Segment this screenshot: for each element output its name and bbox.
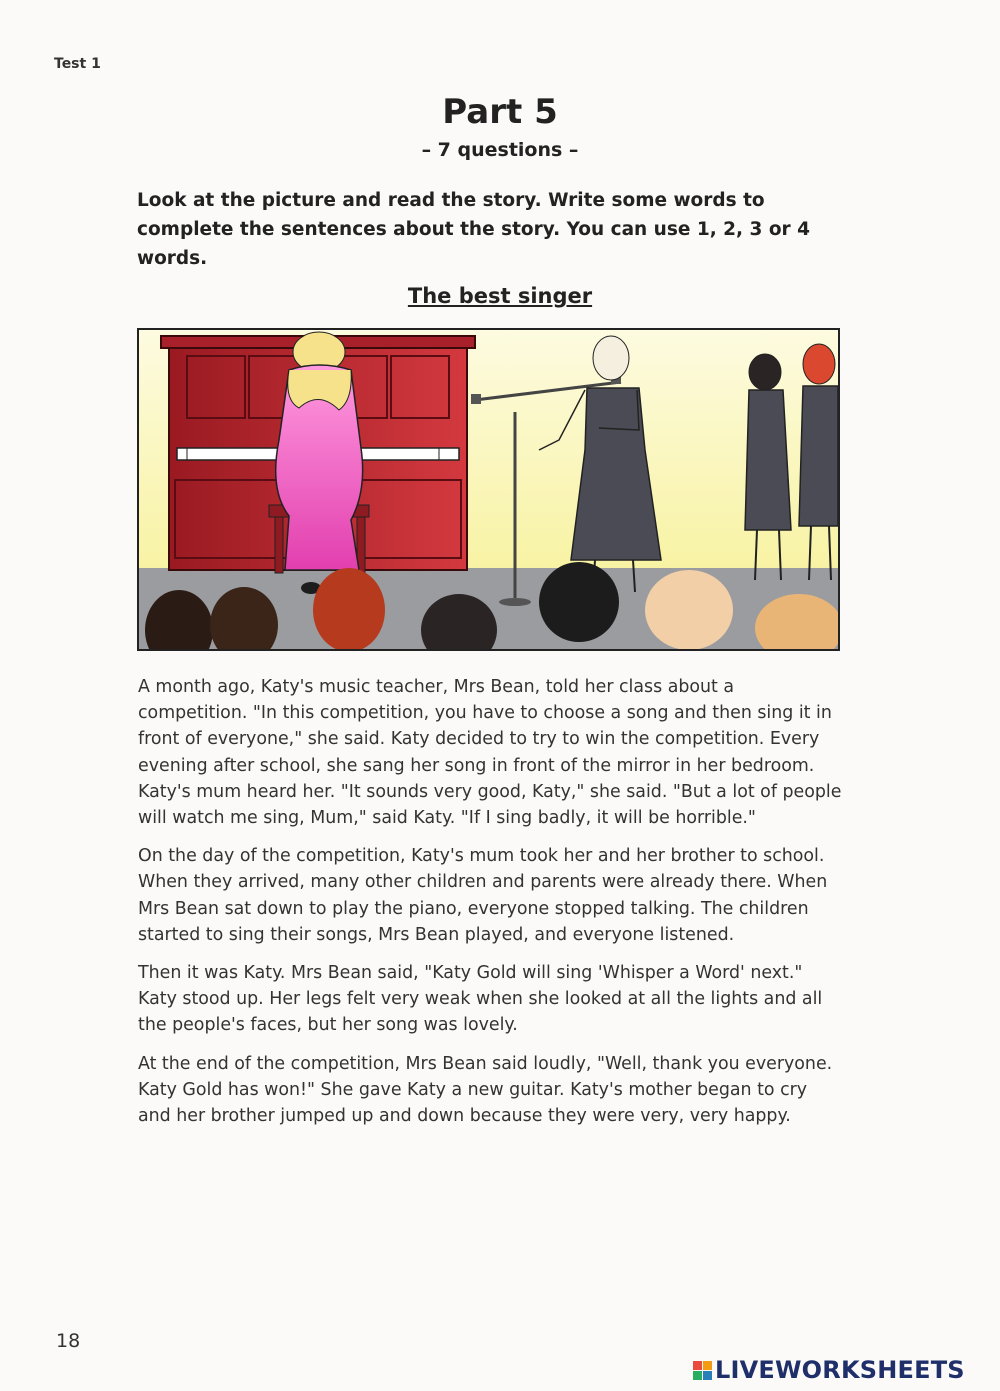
story-text — [138, 674, 843, 1141]
part-title: Part 5 — [442, 92, 558, 132]
story-title: The best singer — [407, 284, 593, 308]
story-paragraph: Then it was Katy. Mrs Bean said, "Katy Gold will sing 'Whisper a Word' next." Katy stood up. Her legs felt very weak when she looked at all the lights and all the people's faces, but her song was lovely. — [138, 963, 823, 1036]
instructions: Look at the picture and read the story. Write some words to complete the sentences about the story. You can use 1, 2, 3 or 4 words. — [137, 190, 810, 269]
test-label: Test 1 — [54, 56, 101, 72]
story-paragraph: A month ago, Katy's music teacher, Mrs Bean, told her class about a competition. "In this competition, you have to choose a song and then sing it in front of everyone," she said. Katy decided to try to win the competition. Every evening after school, she sang her song in front of the mirror in her bedroom. Katy's mum heard her. "It sounds very good, Katy," she said. "But a lot of people will watch me sing, Mum," said Katy. "If I sing badly, it will be horrible." — [138, 677, 842, 829]
story-illustration — [137, 328, 840, 651]
page-number: 18 — [56, 1330, 81, 1352]
story-paragraph: On the day of the competition, Katy's mum took her and her brother to school. When they arrived, many other children and parents were already there. When Mrs Bean sat down to play the piano, everyone stopped talking. The children started to sing their songs, Mrs Bean played, and everyone listened. — [138, 846, 828, 945]
liveworksheets-logo-icon — [693, 1361, 712, 1380]
story-paragraph: At the end of the competition, Mrs Bean said loudly, "Well, thank you everyone. Katy Gold has won!" She gave Katy a new guitar. Katy's mother began to cry and her brother jumped up and down because they were very, very happy. — [138, 1053, 833, 1127]
liveworksheets-brand[interactable] — [693, 1355, 965, 1385]
part-subtitle: – 7 questions – — [421, 139, 579, 161]
brand-text: LIVEWORKSHEETS — [715, 1356, 965, 1384]
